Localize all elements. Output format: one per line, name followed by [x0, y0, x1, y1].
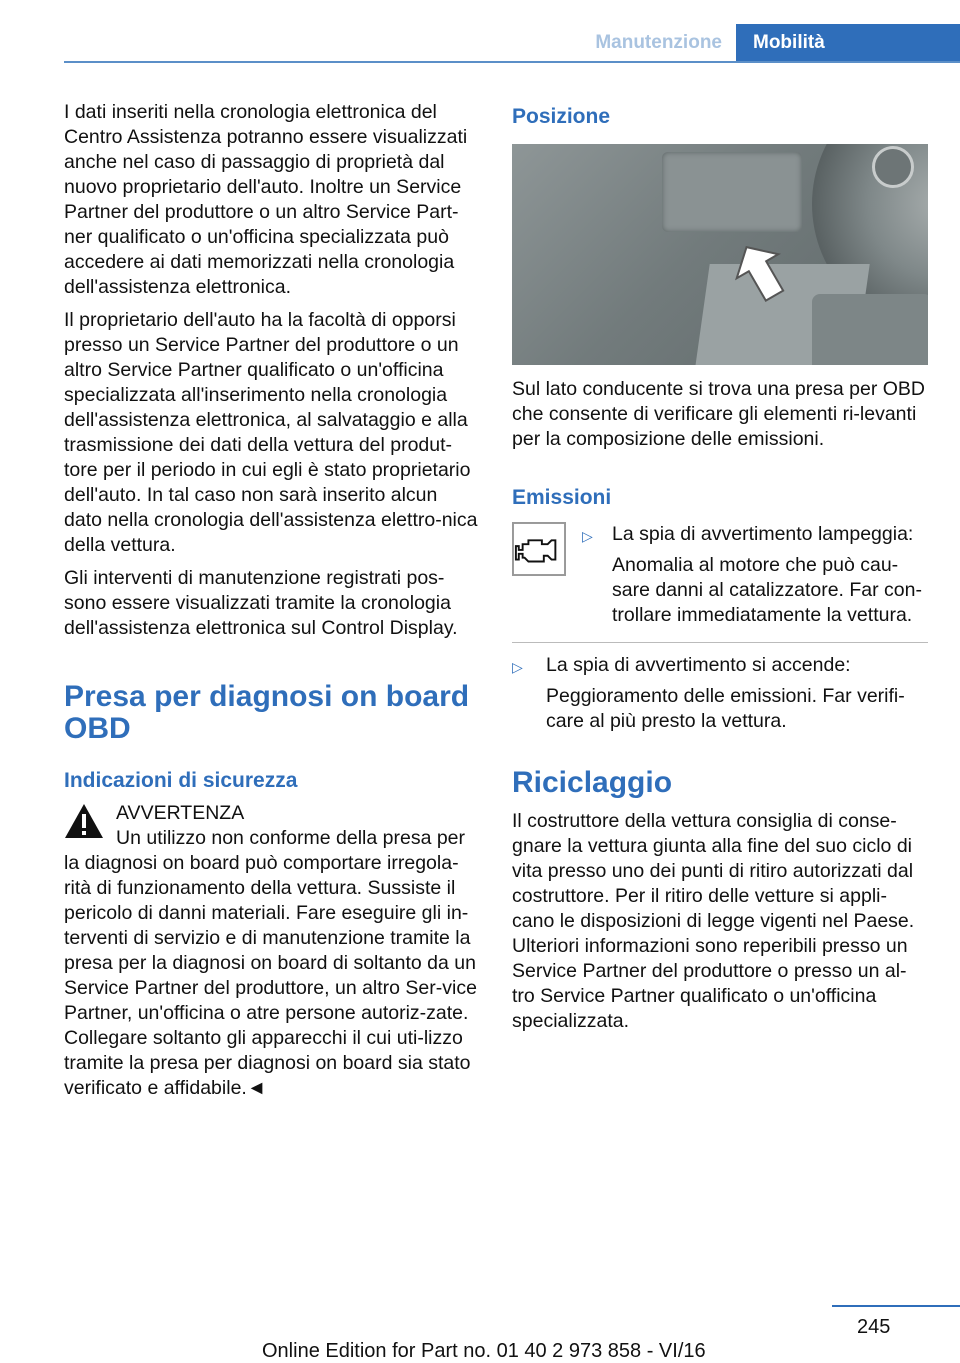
- paragraph-proprietario: Il proprietario dell'auto ha la facoltà di opporsi presso un Service Partner del produttore o un altro Service Partner qualificato o un'officina specializzata all'inserimento nella cronologia dell'assistenza elettronica, al salvataggio e alla trasmissione dei dati della vettura del produt‐tore per il periodo in cui egli è stato proprietario dell'auto. In tal caso non sarà inserito alcun dato nella cronologia dell'assistenza elettro‐nica della vettura.: [64, 309, 478, 556]
- paragraph-interventi: Gli interventi di manutenzione registrati pos‐sono essere visualizzati tramite la cronologia dell'assistenza elettronica sul Control Display.: [64, 567, 458, 639]
- footer-divider: [832, 1305, 960, 1307]
- paragraph-riciclaggio: Il costruttore della vettura consiglia di conse‐gnare la vettura giunta alla fine del suo ciclo di vita presso uno dei punti di ritiro autorizzati dal costruttore. Per il ritiro delle vetture si appli‐cano le disposizioni di legge vigenti nel Paese. Ulteriori informazioni sono reperibili presso un Service Partner del produttore o presso un al‐tro Service Partner qualificato o un'officina specializzata.: [512, 810, 915, 1032]
- emission-bullet-2: [512, 653, 928, 732]
- subsection-title-emissioni: Emissioni: [512, 486, 612, 509]
- tab-mobilita[interactable]: Mobilità: [736, 24, 960, 62]
- subsection-title-sicurezza: Indicazioni di sicurezza: [64, 769, 298, 792]
- left-column: [64, 100, 480, 1101]
- bullet1-text: Anomalia al motore che può cau‐sare danni al catalizzatore. Far con‐trollare immediatamente la vettura.: [612, 554, 922, 626]
- bullet2-title: La spia di avvertimento si accende:: [546, 654, 851, 676]
- bullet-triangle-icon: ▷: [582, 528, 593, 544]
- header-divider: [64, 61, 960, 63]
- bullet2-text: Peggioramento delle emissioni. Far verifi‐care al più presto la vettura.: [546, 685, 905, 732]
- pointer-arrow-icon: [722, 239, 802, 309]
- section-title-obd: Presa per diagnosi on board OBD: [64, 680, 470, 745]
- warning-text: Un utilizzo non conforme della presa per la diagnosi on board può comportare irregola‐rità di funzionamento della vettura. Sussiste il pericolo di danni materiali. Fare eseguire gli in‐terventi di servizio e di manutenzione tramite la presa per la diagnosi on board di soltanto da un Service Partner del produttore, un altro Ser‐vice Partner, un'officina o atre persone autoriz‐zate. Collegare soltanto gli apparecchi il cui uti‐lizzo tramite la presa per diagnosi on board sia stato verificato e affidabile.◄: [64, 827, 477, 1099]
- bullet1-title: La spia di avvertimento lampeggia:: [612, 523, 914, 545]
- section-title-riciclaggio: Riciclaggio: [512, 766, 673, 799]
- edition-footer: Online Edition for Part no. 01 40 2 973 858 - VI/16: [262, 1340, 706, 1362]
- obd-location-photo: [512, 144, 928, 365]
- emission-bullet-1: [512, 522, 928, 626]
- page-number: 245: [857, 1316, 891, 1338]
- subsection-title-posizione: Posizione: [512, 105, 611, 128]
- warning-block: [64, 801, 480, 1101]
- bullet-triangle-icon: ▷: [512, 659, 523, 675]
- paragraph-posizione: Sul lato conducente si trova una presa per OBD che consente di verificare gli elementi ri‐levanti per la composizione delle emissioni.: [512, 378, 925, 450]
- paragraph-cronologia: I dati inseriti nella cronologia elettronica del Centro Assistenza potranno essere visualizzati anche nel caso di passaggio di proprietà dal nuovo proprietario dell'auto. Inoltre un Service Partner del produttore o un altro Service Part‐ner qualificato o un'officina specializzata può accedere ai dati memorizzati nella cronologia dell'assistenza elettronica.: [64, 101, 468, 298]
- warning-title: AVVERTENZA: [116, 802, 245, 824]
- engine-warning-icon: [512, 522, 566, 576]
- tab-manutenzione[interactable]: Manutenzione: [595, 32, 722, 53]
- bmw-logo-icon: [872, 146, 914, 188]
- warning-icon: [64, 803, 104, 839]
- right-column: [512, 103, 928, 1034]
